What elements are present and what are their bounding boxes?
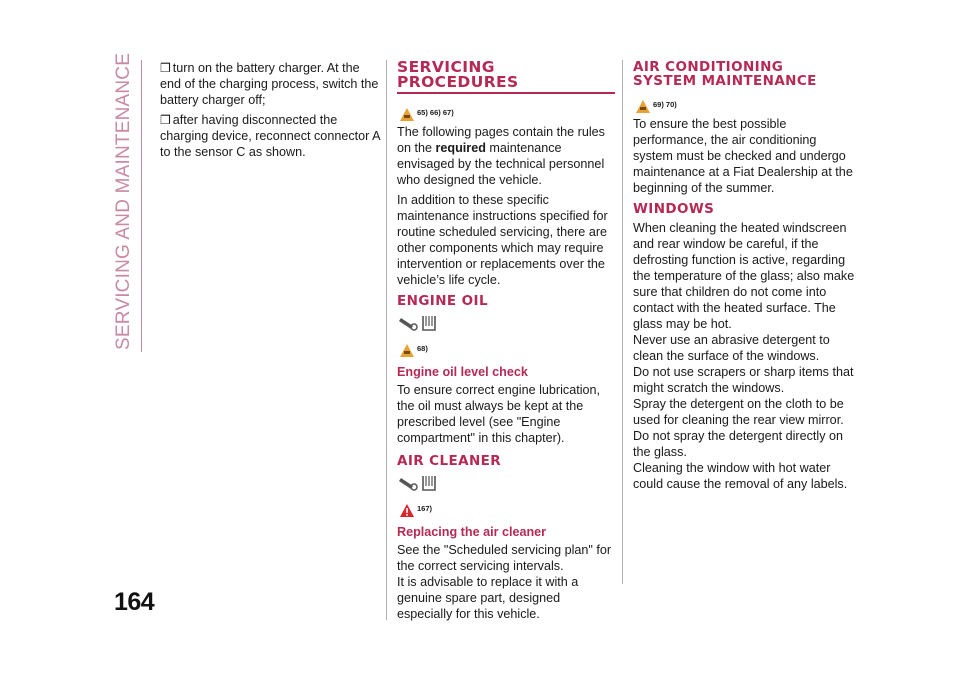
- warning-refs: [635, 94, 855, 114]
- warning-refs-text: 65) 66) 67): [417, 108, 454, 117]
- heading-rule: [397, 92, 615, 94]
- paragraph: It is advisable to replace it with a genuine spare part, designed especially for this vehicle.: [397, 575, 579, 621]
- column-middle: [397, 60, 615, 626]
- column-right: [633, 60, 855, 492]
- page-number: 164: [114, 588, 155, 616]
- warning-refs: [399, 338, 615, 358]
- warning-triangle-icon: [635, 99, 651, 114]
- paragraph: To ensure correct engine lubrication, the oil must always be kept at the prescribed level (see "Engine compartment" in this chapter).: [397, 383, 601, 445]
- warning-refs-text: 69) 70): [653, 100, 677, 109]
- list-item: ❒ after having disconnected the charging device, reconnect connector A to the sensor C as shown.: [160, 113, 380, 159]
- section-heading-servicing: SERVICING PROCEDURES: [397, 58, 519, 91]
- subheading: Replacing the air cleaner: [397, 525, 547, 539]
- column-divider: [386, 60, 387, 620]
- section-heading-windows: WINDOWS: [633, 201, 715, 217]
- text-line: Cleaning the window with hot water could cause the removal of any labels.: [633, 461, 848, 491]
- paragraph: In addition to these specific maintenance instructions specified for routine scheduled servicing, there are other components which may require intervention or replacements over the vehicle’s life cycle.: [397, 193, 608, 287]
- section-heading-air-cleaner: AIR CLEANER: [397, 453, 502, 469]
- warning-triangle-icon: [399, 107, 415, 122]
- section-heading-engine-oil: ENGINE OIL: [397, 293, 488, 309]
- warning-refs-text: 167): [417, 504, 433, 513]
- text-line: Never use an abrasive detergent to clean the surface of the windows.: [633, 333, 830, 363]
- windows-text: [633, 220, 855, 492]
- icon-row: [399, 472, 615, 494]
- wrench-oil-icon: [399, 312, 439, 334]
- warning-triangle-icon: [399, 343, 415, 358]
- checkbox-bullet-icon: ❒: [160, 113, 171, 127]
- text-line: When cleaning the heated windscreen and rear window be careful, if the defrosting function is active, regarding the temperature of the glass; also make sure that children do not come into contact with the heated surface. The glass may be hot.: [633, 221, 855, 331]
- paragraph: The following pages contain the rules on the required maintenance envisaged by the technical personnel who designed the vehicle.: [397, 125, 605, 187]
- section-heading-ac-maintenance: AIR CONDITIONING SYSTEM MAINTENANCE: [633, 59, 817, 89]
- paragraph: To ensure the best possible performance, the air conditioning system must be checked and undergo maintenance at a Fiat Dealership at the beginning of the summer.: [633, 117, 853, 195]
- checkbox-bullet-icon: ❒: [160, 61, 171, 75]
- warning-refs: [399, 102, 615, 122]
- text-line: Do not spray the detergent directly on the glass.: [633, 429, 844, 459]
- text-line: Spray the detergent on the cloth to be used for cleaning the rear view mirror.: [633, 397, 844, 427]
- section-title-rule: [141, 60, 142, 352]
- warning-refs-text: 68): [417, 344, 428, 353]
- column-divider: [622, 60, 623, 584]
- icon-row: [399, 312, 615, 334]
- wrench-filter-icon: [399, 472, 439, 494]
- column-left: [160, 60, 382, 164]
- section-title-text: SERVICING AND MAINTENANCE: [113, 52, 134, 350]
- paragraph: See the "Scheduled servicing plan" for the correct servicing intervals.: [397, 543, 612, 573]
- list-item: ❒ turn on the battery charger. At the end of the charging process, switch the battery charger off;: [160, 61, 379, 107]
- warning-refs: [399, 498, 615, 518]
- danger-triangle-icon: [399, 503, 415, 518]
- subheading: Engine oil level check: [397, 365, 528, 379]
- text-line: Do not use scrapers or sharp items that might scratch the windows.: [633, 365, 854, 395]
